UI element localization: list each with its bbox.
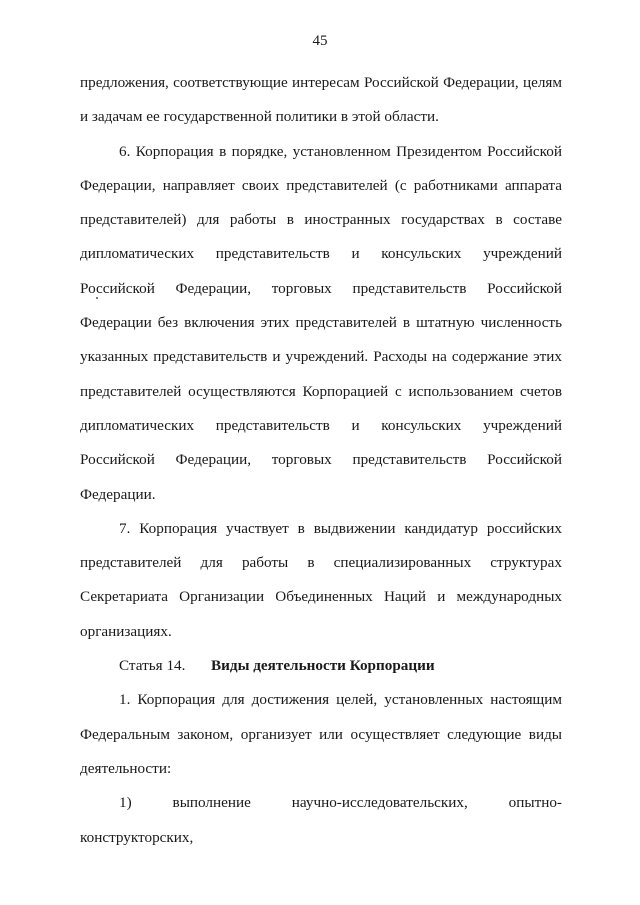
paragraph-item-7: 7. Корпорация участвует в выдвижении кандидатур российских представителей для работы в специализированных структурах Секретариата Организации Объединенных Наций и международных организациях. xyxy=(80,519,562,640)
document-body xyxy=(80,66,562,855)
paragraph-item-6: 6. Корпорация в порядке, установленном Президентом Российской Федерации, направляет своих представителей (с работниками аппарата представителей) для работы в иностранных государствах в составе дипломатических представительств и консульских учреждений Российской Федерации, торговых представительств Российской Федерации без включения этих представителей в штатную численность указанных представительств и учреждений. Расходы на содержание этих представителей осуществляются Корпорацией с использованием счетов дипломатических представительств и консульских учреждений Российской Федерации, торговых представительств Российской Федерации. xyxy=(80,142,562,503)
article-title: Виды деятельности Корпорации xyxy=(211,657,435,675)
paragraph-continuation: предложения, соответствующие интересам Российской Федерации, целям и задачам ее государственной политики в этой области. xyxy=(80,74,562,126)
article-heading xyxy=(80,649,562,683)
article-number: Статья 14. xyxy=(119,657,186,675)
page-number: 45 xyxy=(312,33,328,49)
paragraph-subitem-1: 1) выполнение научно-исследовательских, опытно-конструкторских, xyxy=(80,794,562,846)
scan-speck xyxy=(96,297,98,299)
paragraph-article-14-item-1: 1. Корпорация для достижения целей, установленных настоящим Федеральным законом, организует или осуществляет следующие виды деятельности: xyxy=(80,691,562,777)
